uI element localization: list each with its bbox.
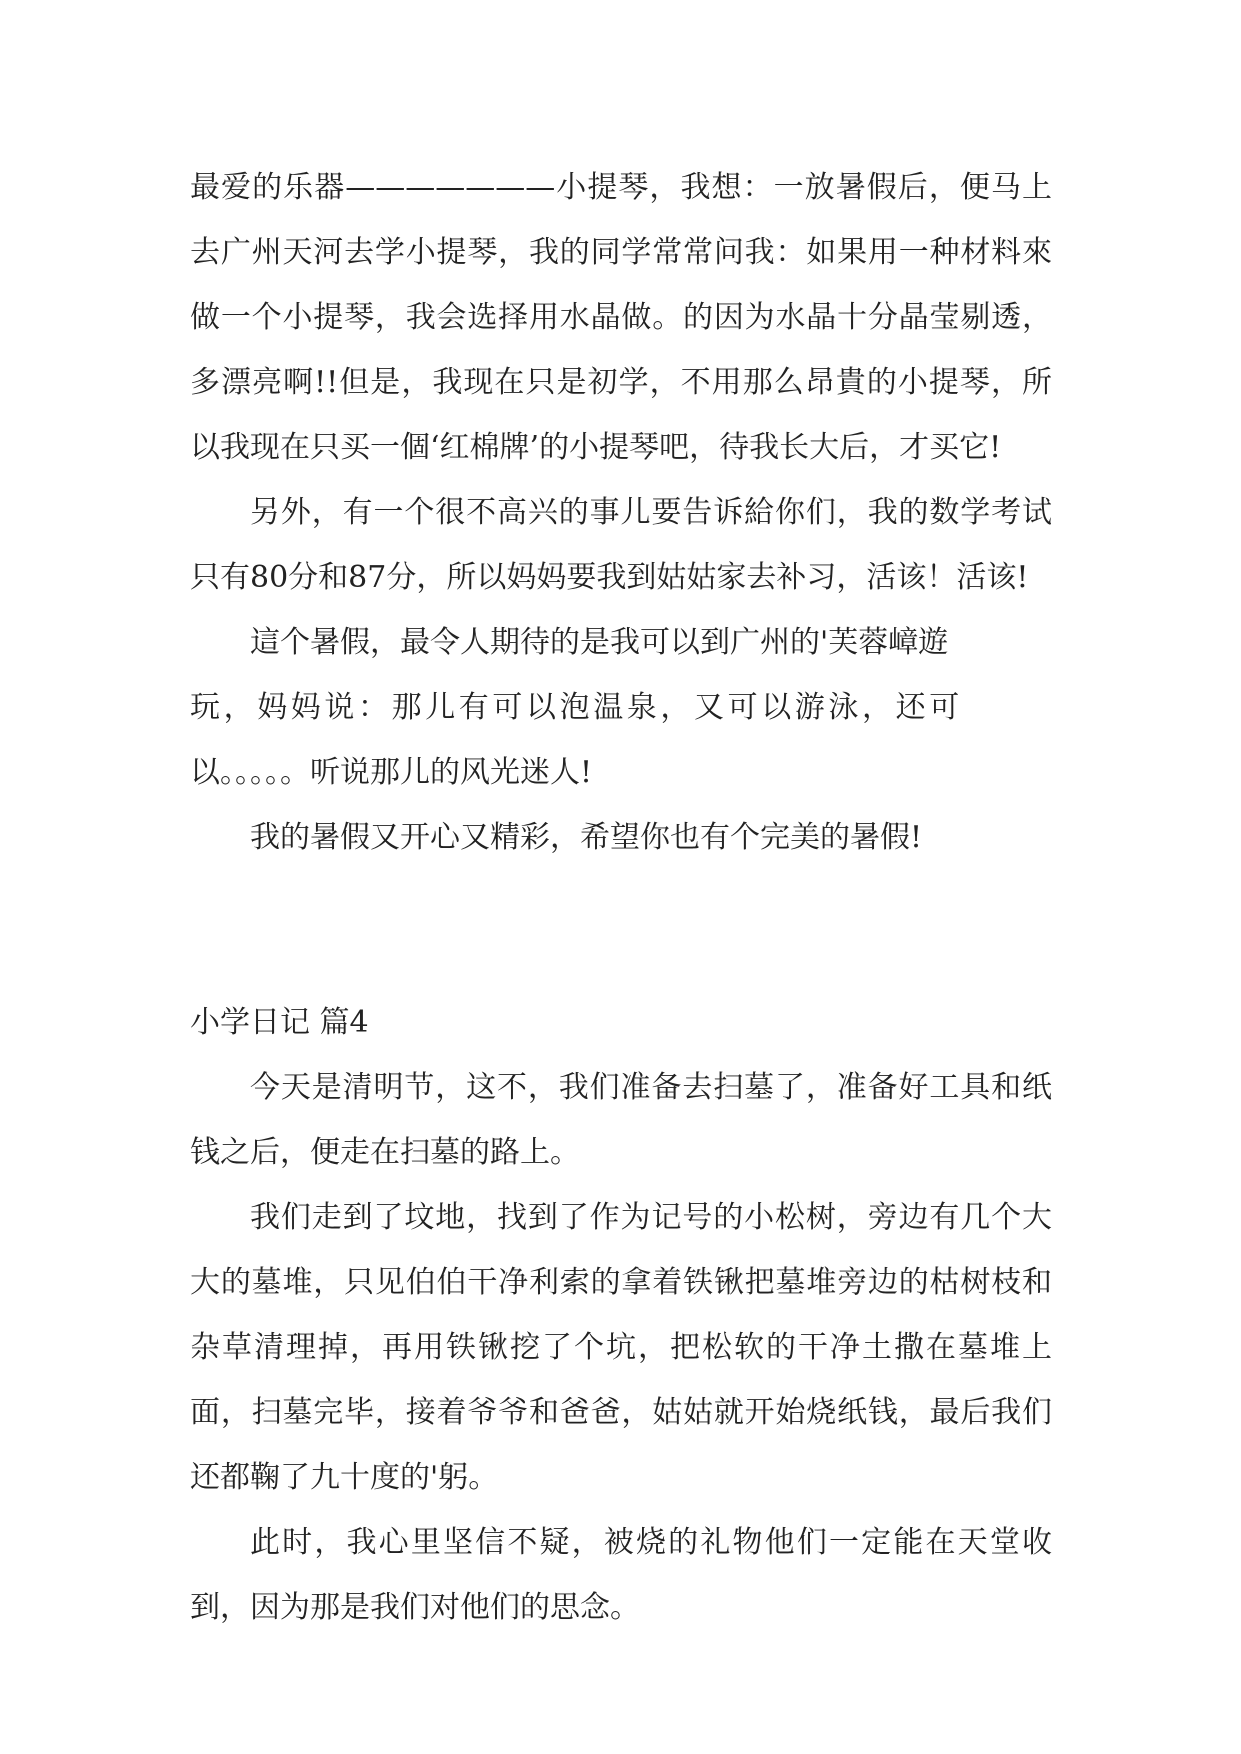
paragraph-qingming: 今天是清明节，这不，我们准备去扫墓了，准备好工具和纸钱之后，便走在扫墓的路上。 <box>190 1070 1052 1170</box>
diary-text-part-2 <box>190 990 1052 1640</box>
paragraph-violin: 最爱的乐器———————小提琴，我想：一放暑假后，便马上去广州天河去学小提琴，我的同学常常问我：如果用一种材料來做一个小提琴，我会选择用水晶做。的因为水晶十分晶莹剔透，多漂亮啊!!但是，我现在只是初学，不用那么昂貴的小提琴，所以我现在只买一個‘红棉牌’的小提琴吧，待我长大后，才买它! <box>190 170 1052 465</box>
paragraph-summary: 我的暑假又开心又精彩，希望你也有个完美的暑假! <box>250 820 923 855</box>
paragraph-tomb-sweeping: 我们走到了坟地，找到了作为记号的小松树，旁边有几个大大的墓堆，只见伯伯干净利索的拿着铁锹把墓堆旁边的枯树枝和杂草清理掉，再用铁锹挖了个坑，把松软的干净土撒在墓堆上面，扫墓完毕，接着爷爷和爸爸，姑姑就开始烧纸钱，最后我们还都鞠了九十度的'躬。 <box>190 1200 1052 1495</box>
paragraph-math-exam: 另外，有一个很不高兴的事儿要告诉給你们，我的数学考试只有80分和87分，所以妈妈要我到姑姑家去补习，活该！活该! <box>190 495 1052 595</box>
paragraph-remembrance: 此时，我心里坚信不疑，被烧的礼物他们一定能在天堂收到，因为那是我们对他们的思念。 <box>190 1525 1052 1625</box>
paragraph-summer-trip-line-3: 以。。。。。听说那儿的风光迷人! <box>190 755 593 790</box>
section-heading: 小学日记 篇4 <box>190 1005 369 1040</box>
paragraph-summer-trip-line-1: 這个暑假，最令人期待的是我可以到广州的'芙蓉嶂遊 <box>250 625 949 660</box>
diary-text-part-1 <box>190 155 1052 870</box>
paragraph-summer-trip-line-2: 玩，妈妈说：那儿有可以泡温泉，又可以游泳，还可 <box>190 690 963 725</box>
